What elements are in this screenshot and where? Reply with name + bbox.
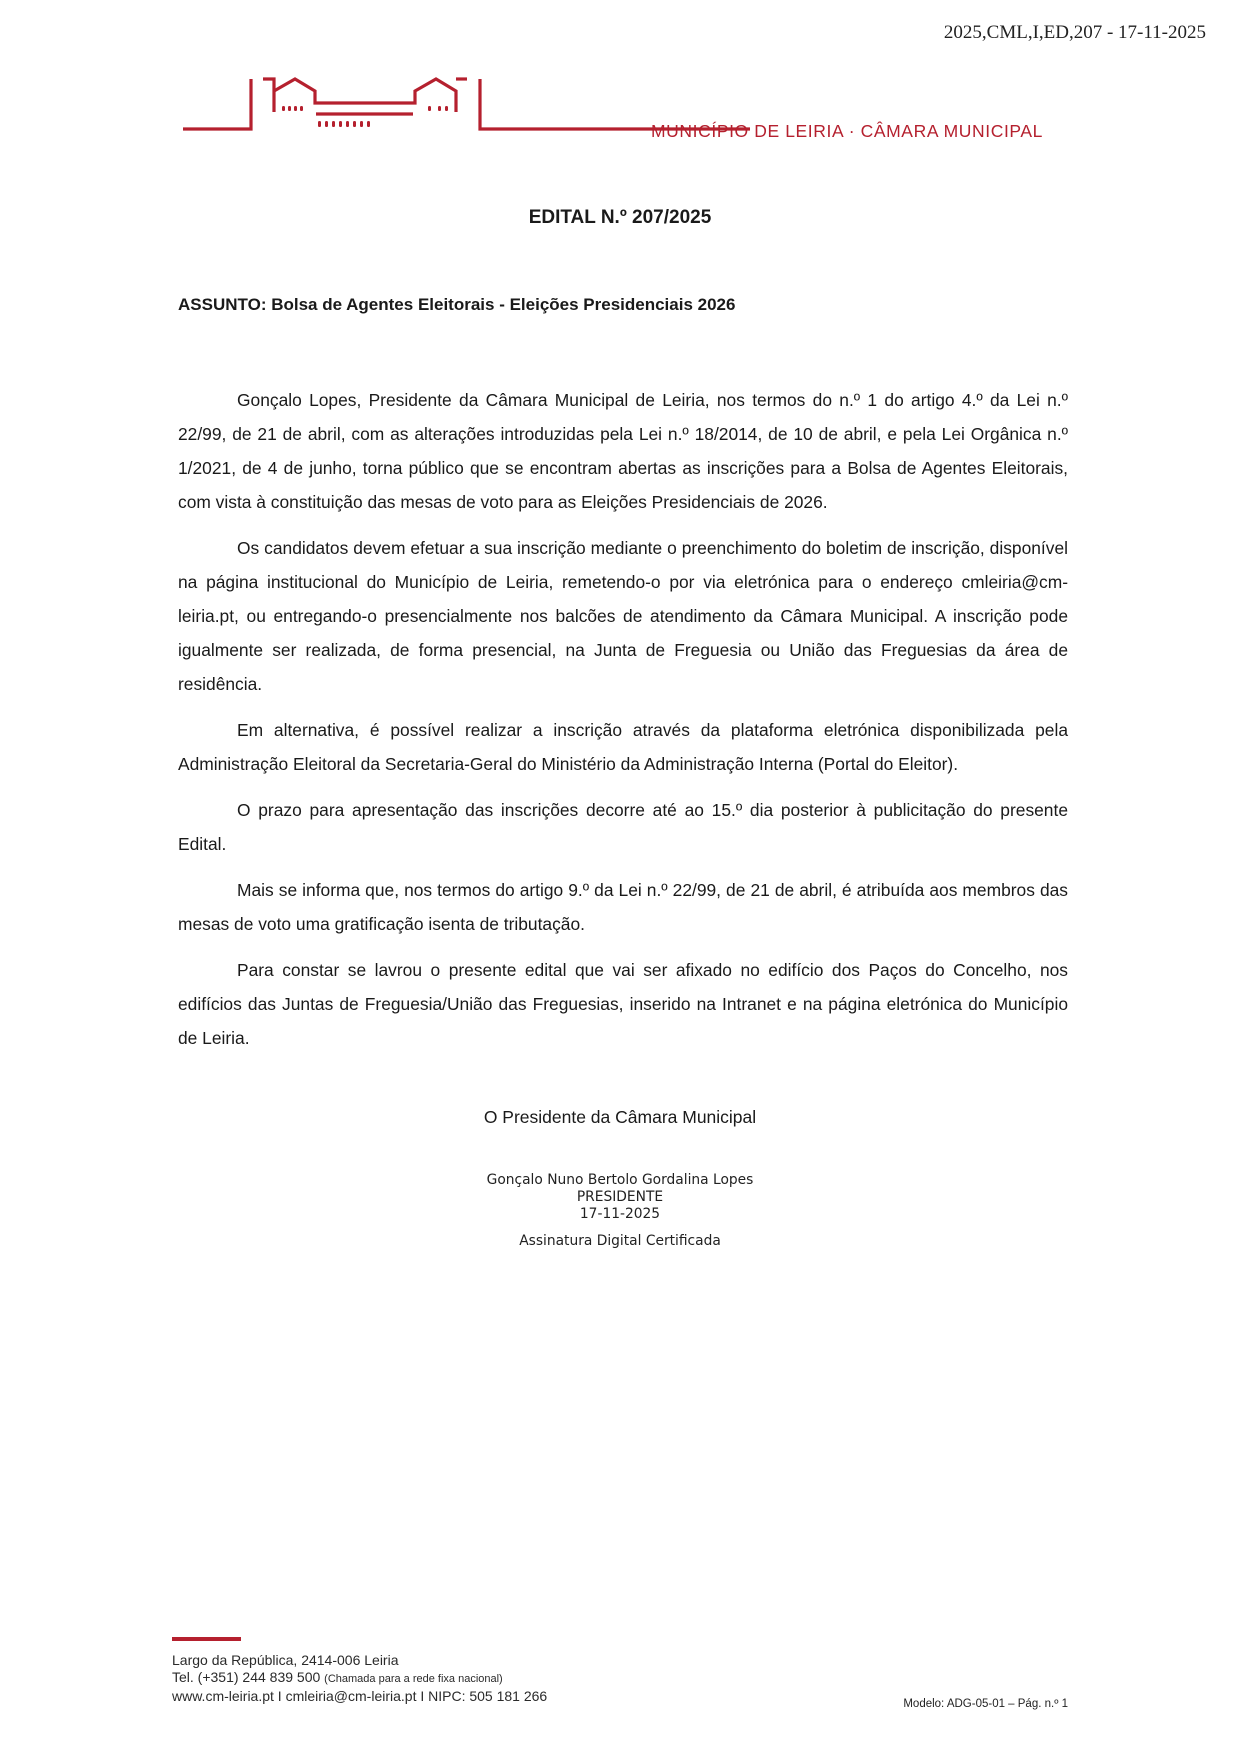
document-body	[178, 383, 1068, 1067]
subject-text: Bolsa de Agentes Eleitorais - Eleições Presidenciais 2026	[271, 295, 736, 314]
footer-divider	[172, 1637, 241, 1641]
body-paragraph: Gonçalo Lopes, Presidente da Câmara Municipal de Leiria, nos termos do n.º 1 do artigo 4.º da Lei n.º 22/99, de 21 de abril, com as alterações introduzidas pela Lei n.º 18/2014, de 10 de abril, e pela Lei Orgânica n.º 1/2021, de 4 de junho, torna público que se encontram abertas as inscrições para a Bolsa de Agentes Eleitorais, com vista à constituição das mesas de voto para as Eleições Presidenciais de 2026.	[178, 390, 1068, 512]
municipality-brand-text: MUNICÍPIO DE LEIRIA · CÂMARA MUNICIPAL	[651, 121, 1043, 141]
subject-separator: :	[260, 295, 272, 314]
page-model-number: Modelo: ADG-05-01 – Pág. n.º 1	[903, 1698, 1068, 1710]
body-paragraph: O prazo para apresentação das inscrições decorre até ao 15.º dia posterior à publicitação do presente Edital.	[178, 800, 1068, 854]
subject-line	[178, 295, 735, 315]
signer-role: PRESIDENTE	[576, 1189, 664, 1205]
page-title: EDITAL N.º 207/2025	[528, 207, 712, 228]
body-paragraph: Mais se informa que, nos termos do artigo 9.º da Lei n.º 22/99, de 21 de abril, é atribuída aos membros das mesas de voto uma gratificação isenta de tributação.	[178, 880, 1068, 934]
document-reference: 2025,CML,I,ED,207 - 17-11-2025	[943, 22, 1206, 43]
signer-name: Gonçalo Nuno Bertolo Gordalina Lopes	[486, 1172, 754, 1188]
footer-contacts	[172, 1652, 547, 1705]
body-paragraph: Os candidatos devem efetuar a sua inscrição mediante o preenchimento do boletim de inscrição, disponível na página institucional do Município de Leiria, remetendo-o por via eletrónica para o endereço cmleiria@cm-leiria.pt, ou entregando-o presencialmente nos balcões de atendimento da Câmara Municipal. A inscrição pode igualmente ser realizada, de forma presencial, na Junta de Freguesia ou União das Freguesias da área de residência.	[178, 538, 1068, 694]
window-dots-icon	[282, 106, 448, 127]
closing-line: O Presidente da Câmara Municipal	[483, 1107, 757, 1127]
body-paragraph: Em alternativa, é possível realizar a inscrição através da plataforma eletrónica disponibilizada pela Administração Eleitoral da Secretaria-Geral do Ministério da Administração Interna (Portal do Eleitor).	[178, 720, 1068, 774]
footer-phone: Tel. (+351) 244 839 500	[172, 1669, 321, 1685]
digital-signature	[0, 1172, 1240, 1250]
footer-phone-note: (Chamada para a rede fixa nacional)	[324, 1673, 503, 1685]
signature-date: 17-11-2025	[579, 1206, 661, 1222]
footer-address: Largo da República, 2414-006 Leiria	[172, 1652, 399, 1668]
body-paragraph: Para constar se lavrou o presente edital que vai ser afixado no edifício dos Paços do Concelho, nos edifícios das Juntas de Freguesia/União das Freguesias, inserido na Intranet e na página eletrónica do Município de Leiria.	[178, 960, 1068, 1048]
footer-phone-line	[172, 1669, 547, 1688]
subject-label: ASSUNTO	[178, 295, 261, 314]
footer-web-email: www.cm-leiria.pt I cmleiria@cm-leiria.pt I NIPC: 505 181 266	[172, 1688, 548, 1704]
signature-certification: Assinatura Digital Certificada	[519, 1233, 721, 1249]
